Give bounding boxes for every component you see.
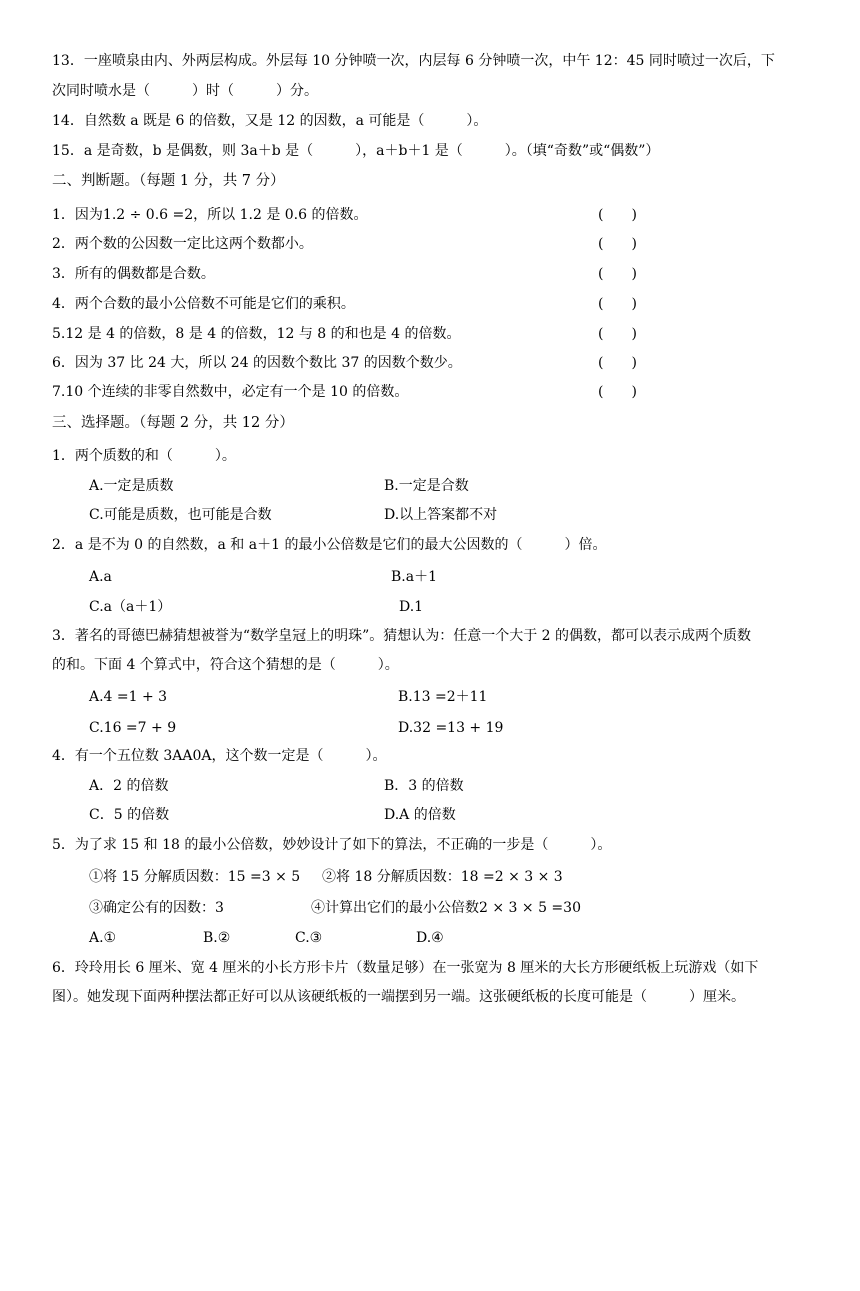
choice-q5-stem: 5．为了求 15 和 18 的最小公倍数，妙妙设计了如下的算法，不正确的一步是（ ）。 (52, 837, 612, 853)
choice-q3-option-b: B.13 =2＋11 (398, 689, 488, 705)
choice-q3-stem-line2: 的和。下面 4 个算式中，符合这个猜想的是（ ）。 (52, 657, 399, 673)
q13-line1: 13．一座喷泉由内、外两层构成。外层每 10 分钟喷一次，内层每 6 分钟喷一次，中午 12：45 同时喷过一次后，下 (52, 53, 775, 69)
choice-q3-stem-line1: 3．著名的哥德巴赫猜想被誉为“数学皇冠上的明珠”。猜想认为：任意一个大于 2 的偶数，都可以表示成两个质数 (52, 628, 752, 644)
judge-item-4: 4．两个合数的最小公倍数不可能是它们的乘积。 (52, 296, 355, 312)
choice-q5-step-3: ③确定公有的因数：3 (89, 900, 224, 916)
judge-answer-7: ( ) (598, 384, 637, 400)
choice-q2-option-a: A.a (89, 569, 112, 585)
judge-item-5: 5.12 是 4 的倍数，8 是 4 的倍数，12 与 8 的和也是 4 的倍数。 (52, 326, 461, 342)
choice-q3-option-c: C.16 =7 + 9 (89, 720, 177, 736)
choice-q5-option-c: C.③ (295, 930, 323, 946)
q15: 15．a 是奇数，b 是偶数，则 3a＋b 是（ ），a＋b＋1 是（ ）。（填“奇数”或“偶数”） (52, 143, 660, 159)
choice-q5-option-d: D.④ (416, 930, 444, 946)
choice-q2-stem: 2．a 是不为 0 的自然数，a 和 a＋1 的最小公倍数是它们的最大公因数的（ ）倍。 (52, 537, 607, 553)
judge-answer-4: ( ) (598, 296, 637, 312)
judge-answer-3: ( ) (598, 266, 637, 282)
choice-q4-option-d: D.A 的倍数 (384, 807, 456, 823)
choice-q3-option-d: D.32 =13 + 19 (398, 720, 504, 736)
judge-item-7: 7.10 个连续的非零自然数中，必定有一个是 10 的倍数。 (52, 384, 409, 400)
choice-q5-option-b: B.② (203, 930, 231, 946)
judge-answer-6: ( ) (598, 355, 637, 371)
choice-q4-option-c: C．5 的倍数 (89, 807, 170, 823)
judge-answer-5: ( ) (598, 326, 637, 342)
choice-q1-option-d: D.以上答案都不对 (384, 507, 498, 523)
section3-title: 三、选择题。（每题 2 分，共 12 分） (52, 415, 294, 431)
judge-item-6: 6．因为 37 比 24 大，所以 24 的因数个数比 37 的因数个数少。 (52, 355, 462, 371)
choice-q2-option-d: D.1 (399, 599, 424, 615)
section2-title: 二、判断题。（每题 1 分，共 7 分） (52, 173, 285, 189)
choice-q5-step-2: ②将 18 分解质因数：18 =2 × 3 × 3 (322, 869, 563, 885)
choice-q6-stem-line1: 6．玲玲用长 6 厘米、宽 4 厘米的小长方形卡片（数量足够）在一张宽为 8 厘米的大长方形硬纸板上玩游戏（如下 (52, 960, 759, 976)
judge-item-1: 1．因为1.2 ÷ 0.6 =2，所以 1.2 是 0.6 的倍数。 (52, 207, 368, 223)
choice-q5-step-4: ④计算出它们的最小公倍数2 × 3 × 5 =30 (311, 900, 581, 916)
choice-q1-option-a: A.一定是质数 (89, 478, 174, 494)
choice-q1-stem: 1．两个质数的和（ ）。 (52, 448, 236, 464)
choice-q5-option-a: A.① (89, 930, 117, 946)
judge-answer-1: ( ) (598, 207, 637, 223)
choice-q2-option-c: C.a（a＋1） (89, 599, 172, 615)
choice-q5-step-1: ①将 15 分解质因数：15 =3 × 5 (89, 869, 301, 885)
choice-q6-stem-line2: 图）。她发现下面两种摆法都正好可以从该硬纸板的一端摆到另一端。这张硬纸板的长度可能是（ ）厘米。 (52, 989, 745, 1005)
choice-q4-option-b: B．3 的倍数 (384, 778, 464, 794)
judge-item-2: 2．两个数的公因数一定比这两个数都小。 (52, 236, 313, 252)
choice-q4-stem: 4．有一个五位数 3AA0A，这个数一定是（ ）。 (52, 748, 387, 764)
choice-q4-option-a: A．2 的倍数 (89, 778, 169, 794)
q14: 14．自然数 a 既是 6 的倍数，又是 12 的因数，a 可能是（ ）。 (52, 113, 488, 129)
choice-q3-option-a: A.4 =1 + 3 (89, 689, 168, 705)
q13-line2: 次同时喷水是（ ）时（ ）分。 (52, 83, 318, 99)
choice-q1-option-c: C.可能是质数，也可能是合数 (89, 507, 272, 523)
choice-q1-option-b: B.一定是合数 (384, 478, 469, 494)
judge-item-3: 3．所有的偶数都是合数。 (52, 266, 215, 282)
choice-q2-option-b: B.a＋1 (391, 569, 437, 585)
judge-answer-2: ( ) (598, 236, 637, 252)
